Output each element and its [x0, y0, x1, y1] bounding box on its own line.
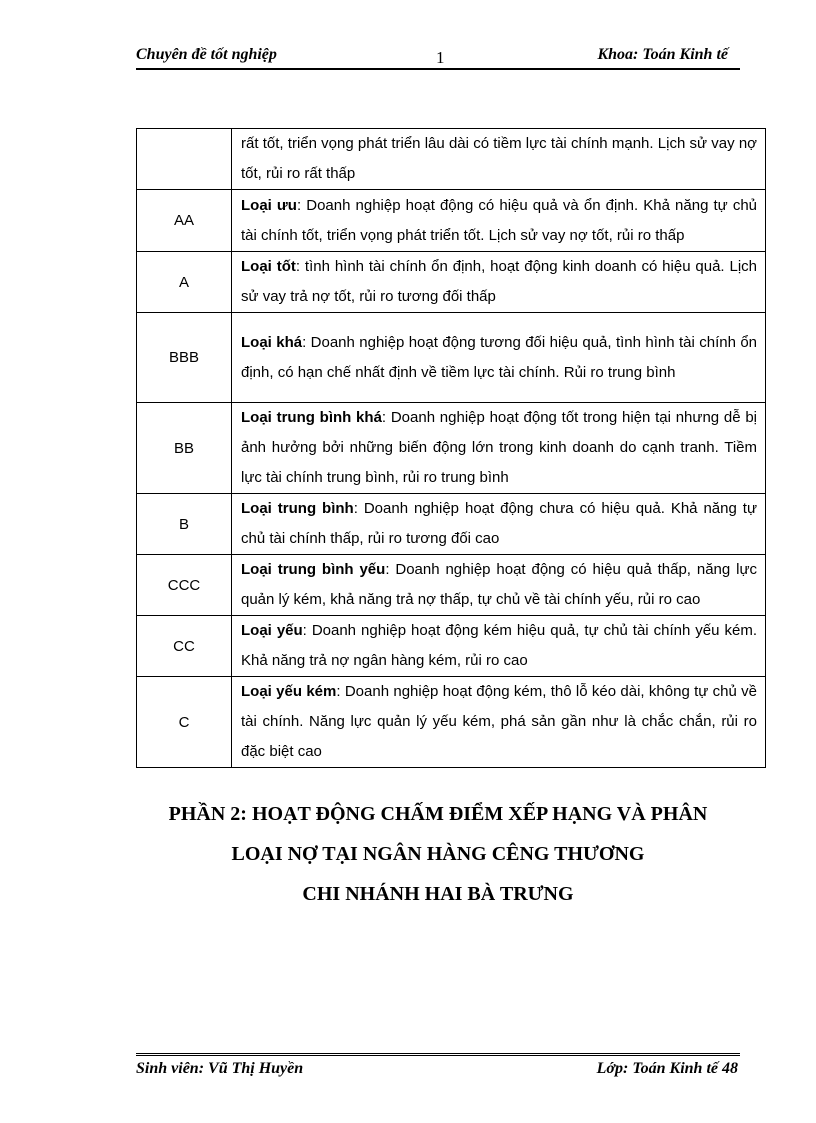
- student-name: Sinh viên: Vũ Thị Huyền: [136, 1060, 304, 1077]
- page-number: 1: [436, 48, 445, 67]
- rating-label: Loại yếu kém: [241, 683, 337, 700]
- header-faculty: Khoa: Toán Kinh tế: [597, 46, 728, 63]
- rating-label: Loại trung bình khá: [241, 409, 382, 426]
- rating-code: A: [137, 252, 232, 313]
- rating-text: : Doanh nghiệp hoạt động có hiệu quả và ổn định. Khả năng tự chủ tài chính tốt, triển vọng phát triển tốt. Lịch sử vay nợ tốt, rủi ro thấp: [241, 196, 758, 244]
- table-row: [137, 313, 766, 403]
- rating-label: Loại trung bình: [241, 500, 354, 517]
- rating-description: [232, 190, 766, 252]
- rating-description: [232, 129, 766, 190]
- section-heading-line: LOẠI NỢ TẠI NGÂN HÀNG CÊNG THƯƠNG: [231, 843, 645, 865]
- rating-label: Loại trung bình yếu: [241, 561, 386, 578]
- table-row: [137, 677, 766, 768]
- section-heading-line: PHẦN 2: HOẠT ĐỘNG CHẤM ĐIỂM XẾP HẠNG VÀ PHÂN: [168, 803, 708, 825]
- rating-description: [232, 494, 766, 555]
- rating-text: : Doanh nghiệp hoạt động tốt trong hiện tại nhưng dễ bị ảnh hưởng bởi những biến động lớn trong kinh doanh do cạnh tranh. Tiềm lực tài chính trung bình, rủi ro trung bình: [241, 409, 757, 486]
- rating-text: : tình hình tài chính ổn định, hoạt động kinh doanh có hiệu quả. Lịch sử vay trả nợ tốt, rủi ro tương đối thấp: [241, 258, 758, 305]
- rating-label: Loại khá: [241, 333, 303, 351]
- header-topic: Chuyên đề tốt nghiệp: [136, 46, 277, 63]
- rating-text: : Doanh nghiệp hoạt động tương đối hiệu quả, tình hình tài chính ổn định, có hạn chế nhất định về tiềm lực tài chính. Rủi ro trung bình: [241, 333, 758, 381]
- rating-description: [232, 677, 766, 768]
- rating-description: [232, 616, 766, 677]
- table-row: [137, 494, 766, 555]
- rating-code: AA: [137, 190, 232, 252]
- table-row: [137, 190, 766, 252]
- table-row: [137, 616, 766, 677]
- rating-description: [232, 252, 766, 313]
- rating-code: BBB: [137, 313, 232, 403]
- rating-text: rất tốt, triển vọng phát triển lâu dài có tiềm lực tài chính mạnh. Lịch sử vay nợ tốt, rủi ro rất thấp: [241, 135, 757, 182]
- rating-code: C: [137, 677, 232, 768]
- rating-text: : Doanh nghiệp hoạt động kém hiệu quả, tự chủ tài chính yếu kém. Khả năng trả nợ ngân hàng kém, rủi ro cao: [241, 622, 757, 669]
- rating-code: CC: [137, 616, 232, 677]
- table-row: [137, 403, 766, 494]
- rating-label: Loại ưu: [241, 196, 297, 214]
- rating-description: [232, 313, 766, 403]
- rating-description: [232, 555, 766, 616]
- table-row: [137, 129, 766, 190]
- rating-text: : Doanh nghiệp hoạt động có hiệu quả thấp, năng lực quản lý kém, khả năng trả nợ thấp, tự chủ về tài chính yếu, rủi ro cao: [241, 561, 757, 608]
- section-heading: [136, 794, 740, 914]
- rating-text: : Doanh nghiệp hoạt động chưa có hiệu quả. Khả năng tự chủ tài chính thấp, rủi ro tương đối cao: [241, 500, 757, 547]
- rating-label: Loại yếu: [241, 622, 303, 639]
- rating-code: BB: [137, 403, 232, 494]
- rating-code: B: [137, 494, 232, 555]
- table-row: [137, 252, 766, 313]
- section-heading-line: CHI NHÁNH HAI BÀ TRƯNG: [302, 883, 574, 905]
- page-header: [136, 44, 740, 70]
- class-name: Lớp: Toán Kinh tế 48: [596, 1060, 738, 1077]
- page-footer: [136, 1053, 740, 1084]
- rating-description: [232, 403, 766, 494]
- rating-label: Loại tốt: [241, 258, 296, 275]
- credit-rating-table: [136, 128, 766, 768]
- rating-code: CCC: [137, 555, 232, 616]
- rating-text: : Doanh nghiệp hoạt động kém, thô lỗ kéo dài, không tự chủ về tài chính. Năng lực quản lý yếu kém, phá sản gần như là chắc chắn, rủi ro đặc biệt cao: [241, 683, 757, 760]
- rating-code: [137, 129, 232, 190]
- table-row: [137, 555, 766, 616]
